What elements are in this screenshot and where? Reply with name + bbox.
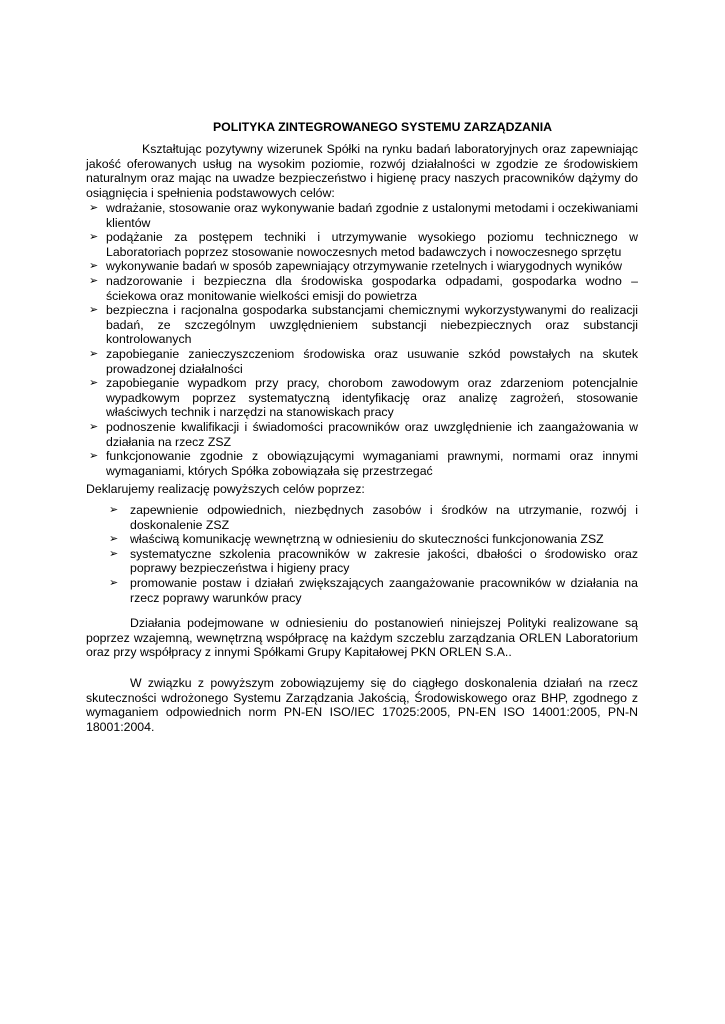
- arrow-bullet-icon: ➢: [109, 576, 119, 589]
- arrow-bullet-icon: ➢: [89, 304, 99, 317]
- list-item: ➢ właściwą komunikację wewnętrzną w odniesieniu do skuteczności funkcjonowania ZSZ: [109, 532, 604, 547]
- arrow-bullet-icon: ➢: [109, 533, 119, 546]
- list-item: ➢ funkcjonowanie zgodnie z obowiązującymi wymaganiami prawnymi, normami oraz innymi wymaganiami, których Spółka zobowiązała się przestrzegać: [89, 449, 638, 478]
- list-item: ➢ systematyczne szkolenia pracowników w zakresie jakości, dbałości o środowisko oraz poprawy bezpieczeństwa i higieny pracy: [109, 546, 638, 576]
- goals-list: [86, 201, 638, 478]
- commitment-paragraph: W związku z powyższym zobowiązujemy się do ciągłego doskonalenia działań na rzecz skuteczności wdrożonego Systemu Zarządzania Jakością, Środowiskowego oraz BHP, zgodnego z wymaganiem odpowiednich norm PN-EN ISO/IEC 17025:2005, PN-EN ISO 14001:2005, PN-N 18001:2004.: [86, 676, 638, 734]
- arrow-bullet-icon: ➢: [109, 504, 119, 516]
- arrow-bullet-icon: ➢: [89, 377, 99, 390]
- arrow-bullet-icon: ➢: [89, 202, 99, 214]
- cooperation-paragraph: Działania podejmowane w odniesieniu do postanowień niniejszej Polityki realizowane są poprzez wzajemną, wewnętrzną współpracę na każdym szczeblu zarządzania ORLEN Laboratorium oraz przy współpracy z innymi Spółkami Grupy Kapitałowej PKN ORLEN S.A..: [86, 616, 638, 660]
- list-item: ➢ bezpieczna i racjonalna gospodarka substancjami chemicznymi wykorzystywanymi do realizacji badań, ze szczególnym uwzględnieniem substancji niebezpiecznych oraz substancji kontrolowanych: [89, 303, 638, 347]
- arrow-bullet-icon: ➢: [89, 260, 99, 273]
- list-item: ➢ zapobieganie zanieczyszczeniom środowiska oraz usuwanie szkód powstałych na skutek prowadzonej działalności: [89, 346, 638, 376]
- list-item: ➢ podnoszenie kwalifikacji i świadomości pracowników oraz uwzględnienie ich zaangażowania w działania na rzecz ZSZ: [89, 419, 638, 449]
- list-item: ➢ zapobieganie wypadkom przy pracy, chorobom zawodowym oraz zdarzeniom potencjalnie wypadkowym poprzez systematyczną identyfikację oraz analizę zagrożeń, stosowanie właściwych technik i narzędzi na stanowiskach pracy: [89, 376, 638, 420]
- intro-paragraph: Kształtując pozytywny wizerunek Spółki na rynku badań laboratoryjnych oraz zapewniając jakość oferowanych usług na wysokim poziomie, rozwój działalności w zgodzie ze środowiskiem naturalnym oraz mając na uwadze bezpieczeństwo i higienę pracy naszych pracowników dążymy do osiągnięcia i spełnienia podstawowych celów:: [86, 142, 638, 200]
- list-item: ➢ promowanie postaw i działań zwiększających zaangażowanie pracowników w działania na rzecz poprawy warunków pracy: [109, 575, 638, 605]
- arrow-bullet-icon: ➢: [89, 347, 99, 360]
- arrow-bullet-icon: ➢: [89, 274, 99, 287]
- list-item: ➢ nadzorowanie i bezpieczna dla środowiska gospodarka odpadami, gospodarka wodno – ściekowa oraz monitowanie wielkości emisji do powietrza: [89, 273, 638, 303]
- arrow-bullet-icon: ➢: [89, 420, 99, 433]
- means-list: [106, 503, 638, 605]
- document-title: POLITYKA ZINTEGROWANEGO SYSTEMU ZARZĄDZANIA: [212, 120, 553, 134]
- arrow-bullet-icon: ➢: [109, 547, 119, 560]
- list-item: ➢ wykonywanie badań w sposób zapewniający otrzymywanie rzetelnych i wiarygodnych wyników: [89, 259, 623, 274]
- list-item: ➢ wdrażanie, stosowanie oraz wykonywanie badań zgodnie z ustalonymi metodami i oczekiwaniami klientów: [89, 201, 638, 230]
- declaration-text: Deklarujemy realizację powyższych celów poprzez:: [86, 482, 365, 496]
- list-item: ➢ podążanie za postępem techniki i utrzymywanie wysokiego poziomu technicznego w Laboratoriach poprzez stosowanie nowoczesnych metod badawczych i nowoczesnego sprzętu: [89, 230, 638, 259]
- arrow-bullet-icon: ➢: [89, 231, 99, 244]
- arrow-bullet-icon: ➢: [89, 450, 99, 463]
- list-item: ➢ zapewnienie odpowiednich, niezbędnych zasobów i środków na utrzymanie, rozwój i doskonalenie ZSZ: [109, 503, 638, 532]
